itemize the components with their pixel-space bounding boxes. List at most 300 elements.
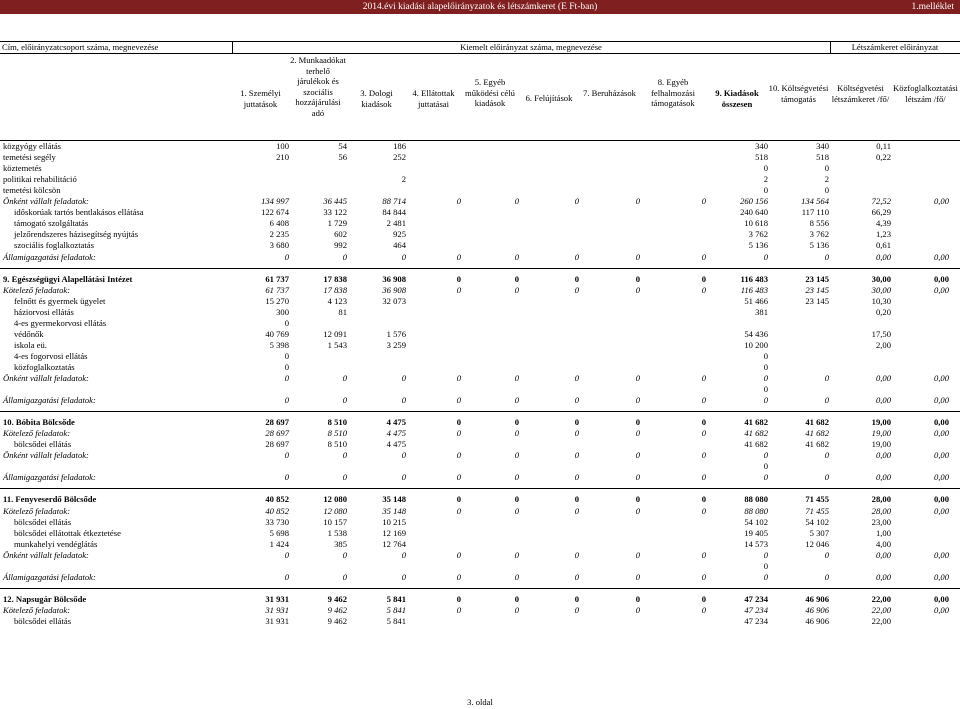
- table-cell: 12 764: [382, 538, 406, 549]
- table-cell: 28 697: [265, 439, 289, 450]
- table-cell: 0: [456, 450, 461, 461]
- table-cell: 4,39: [875, 218, 891, 229]
- table-cell: 260 156: [740, 196, 768, 207]
- row-label: bölcsődei ellátottak étkeztetése: [14, 527, 121, 538]
- table-cell: 3 259: [386, 339, 406, 350]
- table-cell: 0: [701, 505, 706, 516]
- table-cell: 0,11: [876, 141, 891, 151]
- table-cell: 36 908: [382, 284, 406, 295]
- table-cell: 0: [456, 593, 461, 604]
- table-cell: 0,00: [875, 251, 891, 262]
- table-cell: 1 538: [327, 527, 347, 538]
- table-cell: 0: [574, 273, 579, 284]
- table-cell: 0: [401, 395, 406, 406]
- table-cell: 0: [635, 373, 640, 383]
- table-cell: 12 169: [382, 527, 406, 538]
- table-row: [0, 207, 960, 218]
- table-cell: 0: [824, 373, 829, 383]
- table-cell: 0: [342, 251, 347, 262]
- table-cell: 0: [514, 494, 519, 505]
- table-cell: 0,00: [875, 373, 891, 383]
- table-cell: 0: [701, 494, 706, 505]
- column-header-4: 4. Ellátottak juttatásai: [412, 88, 455, 109]
- table-cell: 54 102: [744, 516, 768, 527]
- table-cell: 340: [755, 141, 768, 151]
- table-cell: 0: [763, 373, 768, 383]
- table-cell: 0: [456, 505, 461, 516]
- table-cell: 23,00: [871, 516, 891, 527]
- table-cell: 464: [393, 240, 406, 251]
- column-header-7: 7. Beruházások: [583, 88, 636, 98]
- table-cell: 0: [574, 196, 579, 207]
- row-label: iskola eü.: [14, 339, 47, 350]
- table-cell: 0: [763, 251, 768, 262]
- table-cell: 22,00: [871, 604, 891, 615]
- table-cell: 116 483: [740, 273, 768, 284]
- table-row: [0, 494, 960, 505]
- table-cell: 0: [824, 251, 829, 262]
- table-cell: 0: [456, 428, 461, 439]
- table-cell: 0: [284, 472, 289, 483]
- table-cell: 252: [393, 152, 406, 163]
- section-divider: [0, 411, 960, 412]
- table-cell: 2: [401, 174, 406, 185]
- title-bar: [0, 0, 960, 14]
- table-cell: 0: [701, 549, 706, 560]
- table-cell: 71 455: [805, 505, 829, 516]
- table-row: [0, 229, 960, 240]
- table-row: [0, 340, 960, 351]
- table-cell: 32 073: [382, 295, 406, 306]
- table-cell: 0: [701, 472, 706, 483]
- table-cell: 0,00: [933, 450, 949, 461]
- table-cell: 0: [701, 428, 706, 439]
- table-cell: 8 510: [327, 417, 347, 428]
- table-cell: 0: [701, 251, 706, 262]
- table-cell: 0: [824, 163, 829, 174]
- table-cell: 12 046: [805, 538, 829, 549]
- table-cell: 40 852: [265, 505, 289, 516]
- table-row: [0, 218, 960, 229]
- table-cell: 0: [514, 593, 519, 604]
- table-cell: 0: [763, 549, 768, 560]
- table-cell: 0: [763, 472, 768, 483]
- table-row: [0, 517, 960, 528]
- table-row: [0, 163, 960, 174]
- table-cell: 186: [393, 141, 406, 151]
- table-row: [0, 550, 960, 561]
- table-cell: 0: [574, 549, 579, 560]
- row-label: időskorúak tartós bentlakásos ellátása: [14, 207, 144, 218]
- table-cell: 5 136: [748, 240, 768, 251]
- column-header-11: Költségvetési létszámkeret /fő/: [831, 83, 890, 104]
- table-cell: 17,50: [871, 328, 891, 339]
- table-cell: 0: [701, 571, 706, 582]
- page-number: 3. oldal: [467, 697, 493, 707]
- table-row: [0, 506, 960, 517]
- table-cell: 0,00: [933, 251, 949, 262]
- table-row: [0, 594, 960, 605]
- table-cell: 0: [763, 395, 768, 406]
- row-label: Kötelező feladatok:: [3, 604, 71, 615]
- table-cell: 10 157: [323, 516, 347, 527]
- table-cell: 0: [514, 273, 519, 284]
- table-cell: 0: [635, 450, 640, 461]
- table-cell: 0: [574, 373, 579, 383]
- table-cell: 33 122: [323, 207, 347, 218]
- table-cell: 0: [342, 472, 347, 483]
- table-cell: 0: [514, 428, 519, 439]
- table-cell: 0: [635, 417, 640, 428]
- row-label: Kötelező feladatok:: [3, 505, 71, 516]
- table-row: [0, 461, 960, 472]
- row-label: háziorvosi ellátás: [14, 306, 74, 317]
- table-cell: 9 462: [327, 604, 347, 615]
- table-cell: 0: [763, 350, 768, 361]
- table-cell: 0: [824, 450, 829, 461]
- table-cell: 0: [456, 494, 461, 505]
- table-cell: 14 573: [744, 538, 768, 549]
- table-cell: 19,00: [871, 417, 891, 428]
- table-cell: 0,00: [875, 549, 891, 560]
- table-cell: 0: [401, 251, 406, 262]
- table-cell: 0: [514, 395, 519, 406]
- table-cell: 61 737: [265, 284, 289, 295]
- table-cell: 1 576: [386, 328, 406, 339]
- table-row: [0, 329, 960, 340]
- table-cell: 0,00: [875, 450, 891, 461]
- table-cell: 518: [755, 152, 768, 163]
- table-cell: 0: [635, 428, 640, 439]
- column-header-8: 8. Egyéb felhalmozási támogatások: [651, 77, 695, 108]
- table-cell: 33 730: [265, 516, 289, 527]
- table-row: [0, 318, 960, 329]
- table-cell: 925: [393, 229, 406, 240]
- table-row: [0, 252, 960, 263]
- table-cell: 19 405: [744, 527, 768, 538]
- table-cell: 0,00: [933, 395, 949, 406]
- table-cell: 0,00: [933, 549, 949, 560]
- table-cell: 385: [334, 538, 347, 549]
- table-cell: 0: [701, 395, 706, 406]
- table-cell: 0: [284, 251, 289, 262]
- table-cell: 0: [763, 560, 768, 571]
- table-cell: 88 080: [744, 505, 768, 516]
- row-label: temetési kölcsön: [3, 185, 61, 196]
- table-row: [0, 185, 960, 196]
- row-label: Államigazgatási feladatok:: [3, 472, 96, 483]
- table-cell: 88 080: [744, 494, 768, 505]
- table-row: [0, 296, 960, 307]
- table-cell: 5 841: [386, 604, 406, 615]
- table-row: [0, 572, 960, 583]
- row-label: Államigazgatási feladatok:: [3, 395, 96, 406]
- table-cell: 0: [342, 395, 347, 406]
- table-row: [0, 605, 960, 616]
- table-cell: 0: [635, 593, 640, 604]
- table-cell: 19,00: [871, 428, 891, 439]
- table-cell: 54 102: [805, 516, 829, 527]
- table-cell: 36 908: [382, 273, 406, 284]
- table-cell: 0: [456, 196, 461, 207]
- table-cell: 122 674: [261, 207, 289, 218]
- table-cell: 2 481: [386, 218, 406, 229]
- table-cell: 0,00: [933, 472, 949, 483]
- table-cell: 71 455: [805, 494, 829, 505]
- table-cell: 1,23: [875, 229, 891, 240]
- table-cell: 28,00: [871, 494, 891, 505]
- table-row: [0, 285, 960, 296]
- row-label: Kötelező feladatok:: [3, 284, 71, 295]
- table-cell: 0,00: [933, 571, 949, 582]
- table-cell: 47 234: [744, 593, 768, 604]
- table-cell: 23 145: [805, 273, 829, 284]
- table-cell: 0,00: [875, 395, 891, 406]
- section-divider: [0, 588, 960, 589]
- table-cell: 0,00: [875, 472, 891, 483]
- table-cell: 54: [338, 141, 347, 151]
- table-cell: 300: [276, 306, 289, 317]
- table-cell: 0: [342, 373, 347, 383]
- table-row: [0, 373, 960, 384]
- table-cell: 0,20: [875, 306, 891, 317]
- table-cell: 0: [514, 284, 519, 295]
- table-row: [0, 417, 960, 428]
- table-cell: 134 997: [261, 196, 289, 207]
- table-cell: 41 682: [805, 428, 829, 439]
- row-label: támogató szolgáltatás: [14, 218, 89, 229]
- table-cell: 0: [456, 549, 461, 560]
- column-header-10: 10. Költségvetési támogatás: [768, 83, 829, 104]
- table-cell: 0,00: [933, 417, 949, 428]
- table-cell: 0: [701, 196, 706, 207]
- table-cell: 4 475: [386, 439, 406, 450]
- table-cell: 3 680: [269, 240, 289, 251]
- row-label: közgyógy ellátás: [3, 141, 61, 151]
- table-cell: 0,22: [875, 152, 891, 163]
- table-cell: 72,52: [871, 196, 891, 207]
- table-cell: 54 436: [744, 328, 768, 339]
- column-header-9: 9. Kiadások összesen: [715, 88, 759, 109]
- table-cell: 84 844: [382, 207, 406, 218]
- table-cell: 47 234: [744, 615, 768, 626]
- table-cell: 5 841: [386, 593, 406, 604]
- table-cell: 0: [456, 472, 461, 483]
- table-cell: 0: [284, 450, 289, 461]
- table-cell: 51 466: [744, 295, 768, 306]
- table-cell: 3 762: [748, 229, 768, 240]
- table-cell: 12 091: [323, 328, 347, 339]
- table-cell: 31 931: [265, 615, 289, 626]
- table-cell: 0: [635, 284, 640, 295]
- group-header-appropriations: Kiemelt előirányzat száma, megnevezése: [460, 42, 602, 52]
- column-header-3: 3. Dologi kiadások: [360, 88, 393, 109]
- table-cell: 0: [763, 450, 768, 461]
- table-cell: 0: [635, 472, 640, 483]
- row-label: munkahelyi vendéglátás: [14, 538, 98, 549]
- table-cell: 46 906: [805, 593, 829, 604]
- row-label: 11. Fenyveserdő Bölcsőde: [3, 494, 97, 505]
- table-cell: 116 483: [740, 284, 768, 295]
- table-cell: 17 838: [323, 284, 347, 295]
- table-cell: 5 136: [809, 240, 829, 251]
- appendix-label: 1.melléklet: [911, 2, 954, 12]
- table-cell: 0: [456, 604, 461, 615]
- table-cell: 4 475: [386, 417, 406, 428]
- table-cell: 0: [824, 472, 829, 483]
- table-cell: 9 462: [327, 593, 347, 604]
- table-row: [0, 528, 960, 539]
- table-cell: 0: [763, 361, 768, 372]
- table-cell: 12 080: [323, 505, 347, 516]
- table-cell: 0: [401, 549, 406, 560]
- table-cell: 10,30: [871, 295, 891, 306]
- table-cell: 0,00: [933, 284, 949, 295]
- row-label: felnőtt és gyermek ügyelet: [14, 295, 106, 306]
- table-cell: 0: [456, 395, 461, 406]
- table-cell: 10 200: [744, 339, 768, 350]
- table-cell: 0: [574, 472, 579, 483]
- table-cell: 340: [816, 141, 829, 151]
- table-cell: 0,61: [875, 240, 891, 251]
- table-cell: 0: [701, 373, 706, 383]
- row-label: 12. Napsugár Bölcsőde: [3, 593, 87, 604]
- table-cell: 0: [635, 273, 640, 284]
- table-cell: 1,00: [875, 527, 891, 538]
- table-cell: 0: [514, 450, 519, 461]
- table-row: [0, 395, 960, 406]
- column-header-6: 6. Felújítások: [525, 93, 573, 103]
- table-cell: 100: [276, 141, 289, 151]
- table-cell: 41 682: [744, 417, 768, 428]
- table-cell: 31 931: [265, 593, 289, 604]
- table-cell: 0: [701, 273, 706, 284]
- table-cell: 0: [574, 428, 579, 439]
- document-title: 2014.évi kiadási alapelőirányzatok és létszámkeret (E Ft-ban): [362, 2, 598, 12]
- table-cell: 0: [342, 450, 347, 461]
- table-cell: 602: [334, 229, 347, 240]
- table-row: [0, 616, 960, 627]
- table-cell: 0: [574, 395, 579, 406]
- table-cell: 0: [342, 549, 347, 560]
- table-cell: 28 697: [265, 417, 289, 428]
- column-header-1: 1. Személyi juttatások: [240, 88, 281, 109]
- table-cell: 8 510: [327, 428, 347, 439]
- table-cell: 0,00: [933, 273, 949, 284]
- table-cell: 0: [824, 571, 829, 582]
- table-cell: 4,00: [875, 538, 891, 549]
- table-cell: 2: [824, 174, 829, 185]
- table-cell: 0: [701, 604, 706, 615]
- table-cell: 0: [456, 373, 461, 383]
- table-cell: 5 698: [269, 527, 289, 538]
- table-cell: 0: [635, 494, 640, 505]
- table-row: [0, 362, 960, 373]
- table-cell: 9 462: [327, 615, 347, 626]
- table-cell: 0: [701, 417, 706, 428]
- table-cell: 0: [574, 251, 579, 262]
- table-cell: 0: [824, 549, 829, 560]
- table-cell: 0: [401, 450, 406, 461]
- table-cell: 0: [514, 196, 519, 207]
- table-cell: 36 445: [323, 196, 347, 207]
- column-header-5: 5. Egyéb működési célú kiadások: [465, 77, 515, 108]
- table-cell: 0: [763, 461, 768, 472]
- table-cell: 66,29: [871, 207, 891, 218]
- row-label: Önként vállalt feladatok:: [3, 373, 89, 383]
- table-cell: 0: [635, 251, 640, 262]
- row-label: védőnők: [14, 328, 44, 339]
- table-row: [0, 384, 960, 395]
- table-row: [0, 428, 960, 439]
- row-label: Kötelező feladatok:: [3, 428, 71, 439]
- table-cell: 117 110: [801, 207, 829, 218]
- table-cell: 15 270: [265, 295, 289, 306]
- table-cell: 0: [456, 571, 461, 582]
- table-cell: 23 145: [805, 284, 829, 295]
- table-cell: 1 729: [327, 218, 347, 229]
- table-cell: 47 234: [744, 604, 768, 615]
- table-cell: 5 398: [269, 339, 289, 350]
- table-cell: 4 123: [327, 295, 347, 306]
- table-cell: 28 697: [265, 428, 289, 439]
- table-cell: 0: [574, 593, 579, 604]
- column-divider: [830, 41, 831, 53]
- table-cell: 10 215: [382, 516, 406, 527]
- table-cell: 56: [338, 152, 347, 163]
- table-cell: 0: [635, 604, 640, 615]
- table-row: [0, 274, 960, 285]
- table-cell: 1 543: [327, 339, 347, 350]
- table-cell: 41 682: [805, 439, 829, 450]
- table-cell: 0: [574, 505, 579, 516]
- table-cell: 0,00: [933, 505, 949, 516]
- table-cell: 40 852: [265, 494, 289, 505]
- table-cell: 0: [763, 571, 768, 582]
- table-cell: 0: [456, 273, 461, 284]
- table-cell: 0: [284, 549, 289, 560]
- table-cell: 5 307: [809, 527, 829, 538]
- table-cell: 0: [763, 163, 768, 174]
- group-header-headcount: Létszámkeret előirányzat: [851, 42, 939, 52]
- row-label: Államigazgatási feladatok:: [3, 251, 96, 262]
- table-cell: 35 148: [382, 494, 406, 505]
- table-cell: 30,00: [871, 273, 891, 284]
- table-cell: 8 556: [809, 218, 829, 229]
- table-cell: 61 737: [265, 273, 289, 284]
- row-label: temetési segély: [3, 152, 56, 163]
- table-cell: 41 682: [805, 417, 829, 428]
- table-cell: 31 931: [265, 604, 289, 615]
- row-label: Önként vállalt feladatok:: [3, 196, 89, 207]
- table-cell: 0: [701, 593, 706, 604]
- table-cell: 2,00: [875, 339, 891, 350]
- table-row: [0, 561, 960, 572]
- table-cell: 0: [284, 571, 289, 582]
- row-label: 9. Egészségügyi Alapellátási Intézet: [3, 273, 133, 284]
- table-cell: 35 148: [382, 505, 406, 516]
- table-cell: 46 906: [805, 604, 829, 615]
- table-cell: 992: [334, 240, 347, 251]
- table-cell: 0,00: [933, 196, 949, 207]
- table-cell: 40 769: [265, 328, 289, 339]
- column-header-2: 2. Munkaadókat terhelő járulékok és szociális hozzájárulási adó: [290, 55, 346, 118]
- row-label: bölcsődei ellátás: [14, 516, 72, 527]
- table-cell: 0: [456, 284, 461, 295]
- table-cell: 0: [401, 571, 406, 582]
- table-row: [0, 152, 960, 163]
- column-header-12: Közfoglalkoztatási létszám /fő/: [893, 83, 958, 104]
